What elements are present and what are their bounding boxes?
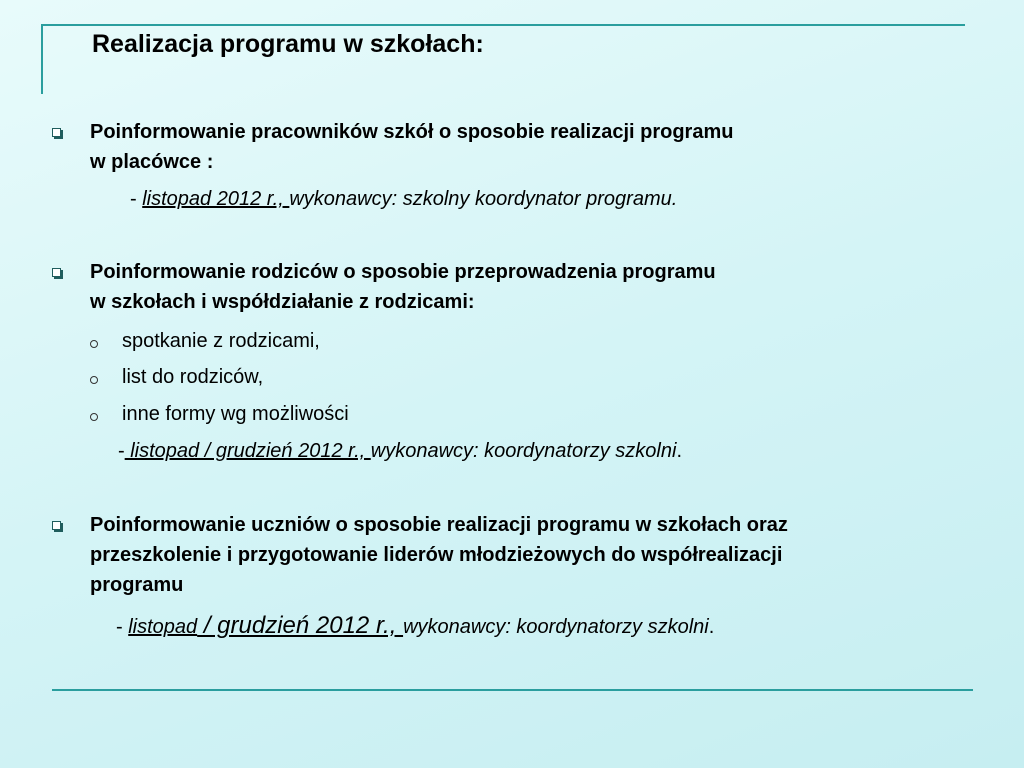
list-item — [90, 366, 263, 389]
section-2-schedule — [118, 440, 682, 463]
slide-title: Realizacja programu w szkołach: — [92, 30, 484, 58]
list-item-label: inne formy wg możliwości — [122, 403, 349, 425]
performers-text: wykonawcy: szkolny koordynator programu. — [289, 188, 678, 210]
heading-line: Poinformowanie rodziców o sposobie przeprowadzenia programu — [90, 261, 716, 283]
heading-line: programu — [90, 574, 184, 596]
dash: - — [118, 440, 125, 462]
date-text: listopad / grudzień 2012 r., — [124, 440, 371, 462]
section-2-heading — [90, 257, 716, 317]
heading-line: w placówce : — [90, 151, 214, 173]
heading-line: przeszkolenie i przygotowanie liderów młodzieżowych do współrealizacji — [90, 544, 783, 566]
circle-bullet-icon — [90, 413, 98, 421]
list-item-label: spotkanie z rodzicami, — [122, 330, 320, 352]
date-text-part1: listopad — [128, 616, 198, 638]
section-3-schedule — [116, 612, 714, 640]
section-1-schedule — [130, 188, 677, 211]
date-text-part2: / grudzień 2012 r., — [197, 612, 404, 639]
heading-line: Poinformowanie uczniów o sposobie realizacji programu w szkołach oraz — [90, 514, 788, 536]
square-bullet-icon — [52, 268, 62, 278]
square-bullet-icon — [52, 521, 62, 531]
dash: - — [130, 188, 143, 210]
list-item-label: list do rodziców, — [122, 366, 264, 388]
performers-text: wykonawcy: koordynatorzy szkolni — [370, 440, 677, 462]
heading-line: w szkołach i współdziałanie z rodzicami: — [90, 291, 475, 313]
circle-bullet-icon — [90, 340, 98, 348]
period: . — [708, 616, 715, 638]
square-bullet-icon — [52, 128, 62, 138]
circle-bullet-icon — [90, 376, 98, 384]
list-item — [90, 403, 349, 426]
list-item — [90, 330, 320, 353]
bottom-rule — [52, 689, 973, 691]
left-accent-rule — [41, 26, 43, 94]
period: . — [676, 440, 682, 462]
section-3-heading — [90, 510, 788, 600]
section-1-heading — [90, 117, 733, 177]
heading-line: Poinformowanie pracowników szkół o sposobie realizacji programu — [90, 121, 734, 143]
performers-text: wykonawcy: koordynatorzy szkolni — [403, 616, 709, 638]
top-rule — [41, 24, 965, 26]
dash: - — [116, 616, 129, 638]
date-text: listopad 2012 r., — [142, 188, 290, 210]
